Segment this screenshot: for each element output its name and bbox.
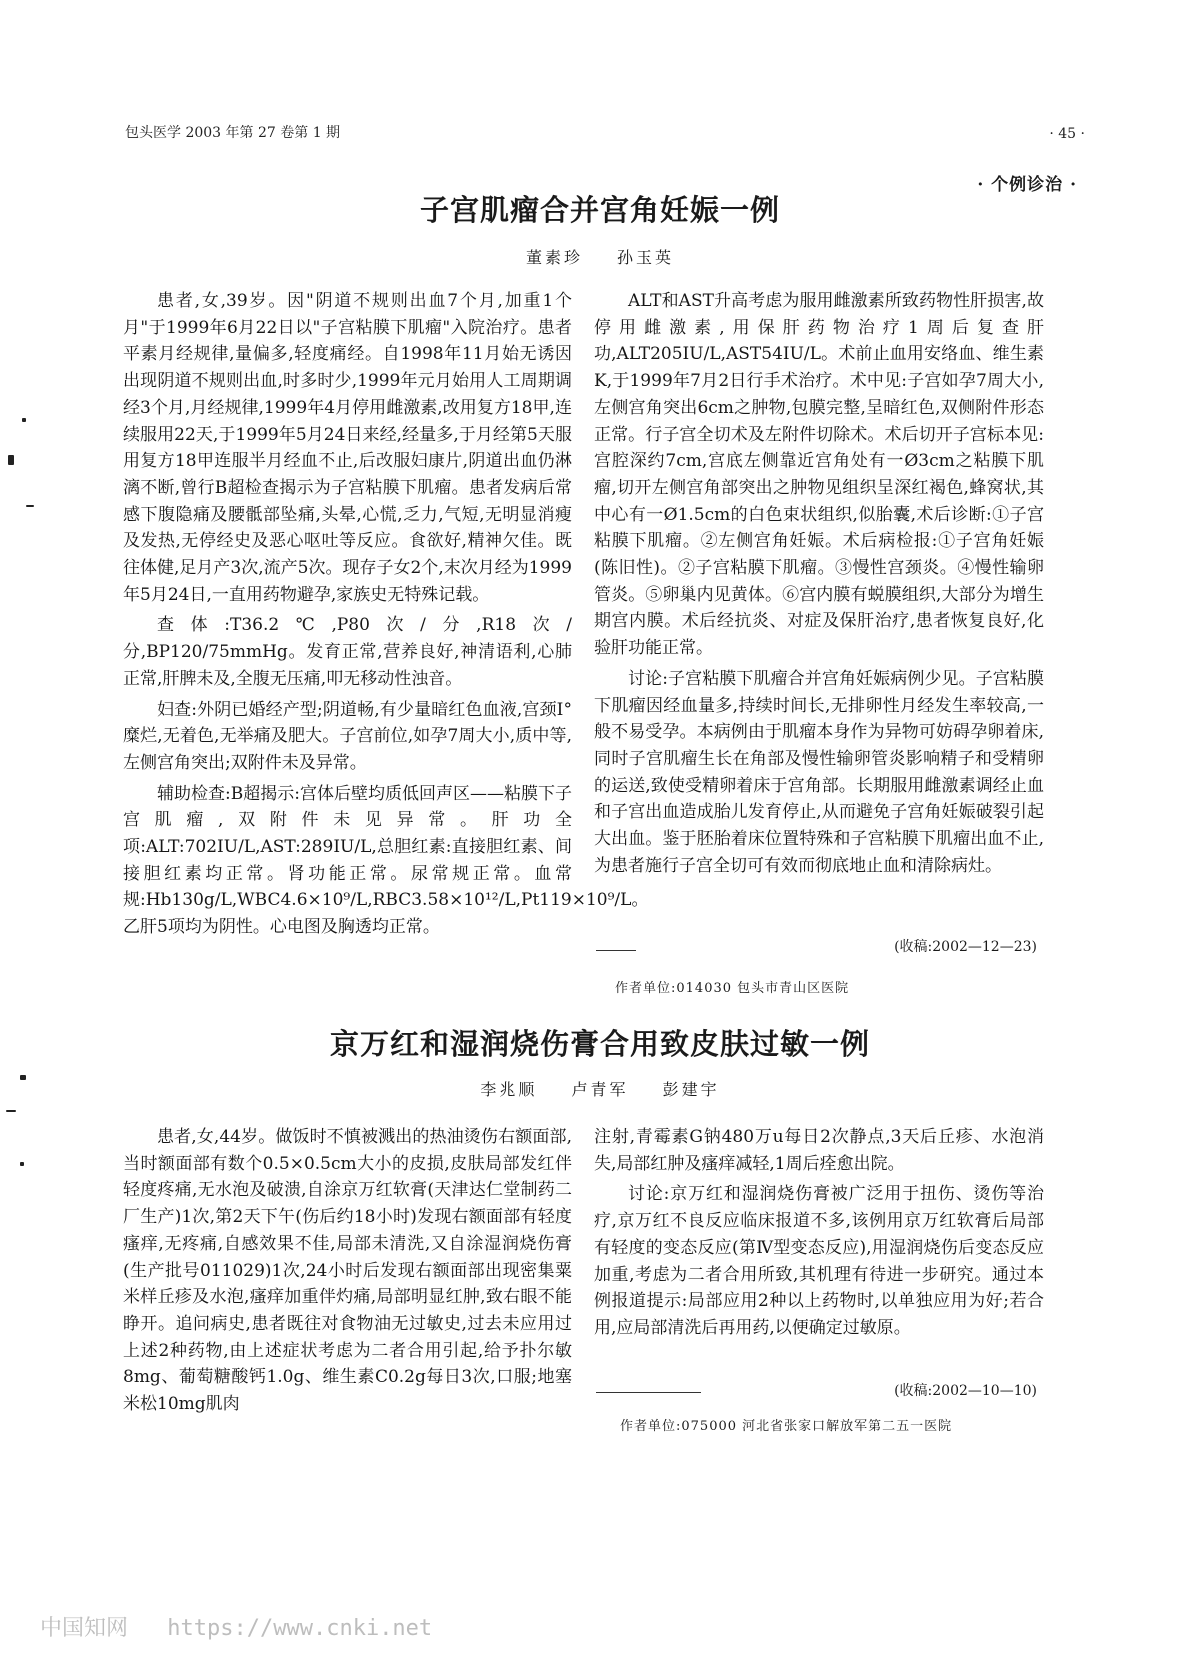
scan-speck [26,505,34,507]
section-label: · 个例诊治 · [977,175,1077,195]
scan-speck [20,1075,26,1080]
page-number: · 45 · [1049,126,1085,142]
article2-title: 京万红和湿润烧伤膏合用致皮肤过敏一例 [329,1027,870,1061]
article2-treatment-continued: 注射,青霉素G钠480万u每日2次静点,3天后丘疹、水泡消失,局部红肿及瘙痒减轻,1周后痊愈出院。 [594,1127,1044,1174]
article2-received-date: (收稿:2002—10—10) [894,1383,1037,1399]
cnki-watermark [40,1611,432,1642]
article2-authors: 李兆顺 卢青军 彭建宇 [480,1080,720,1099]
article1-authors: 董素珍 孙玉英 [525,248,675,267]
scan-speck [8,455,14,465]
article1-right-column [594,288,1044,883]
article1-footnote-rule [596,950,636,951]
article1-treatment: ALT和AST升高考虑为服用雌激素所致药物性肝损害,故停用雌激素,用保肝药物治疗1周后复查肝功,ALT205IU/L,AST54IU/L。术前止血用安络血、维生素K,于1999年7月2日行手术治疗。术中见:子宫如孕7周大小,左侧宫角突出6cm之肿物,包膜完整,呈暗红色,双侧附件形态正常。行子宫全切术及左附件切除术。术后切开子宫标本见:宫腔深约7cm,宫底左侧靠近宫角处有一Ø3cm之粘膜下肌瘤,切开左侧宫角部突出之肿物见组织呈深红褐色,蜂窝状,其中心有一Ø1.5cm的白色束状组织,似胎囊,术后诊断:①子宫粘膜下肌瘤。②左侧宫角妊娠。术后病检报:①子宫角妊娠(陈旧性)。②子宫粘膜下肌瘤。③慢性宫颈炎。④慢性输卵管炎。⑤卵巢内见黄体。⑥宫内膜有蜕膜组织,大部分为增生期宫内膜。术后经抗炎、对症及保肝治疗,患者恢复良好,化验肝功能正常。 [594,291,1044,659]
article1-physical-exam: 查体:T36.2℃,P80次/分,R18次/分,BP120/75mmHg。发育正常,营养良好,神清语利,心肺正常,肝脾未及,全腹无压痛,叩无移动性浊音。 [123,615,572,689]
scan-speck [6,1110,16,1112]
article1-left-column [123,288,649,945]
article2-left-column [123,1124,572,1422]
scan-speck [20,1162,24,1166]
journal-issue-line: 包头医学 2003 年第 27 卷第 1 期 [125,125,341,141]
scan-speck [22,418,26,422]
watermark-url: https://www.cnki.net [167,1616,433,1641]
article1-title: 子宫肌瘤合并宫角妊娠一例 [419,193,780,227]
article2-footnote-rule [596,1392,701,1393]
article1-received-date: (收稿:2002—12—23) [894,939,1037,955]
article1-discussion: 讨论:子宫粘膜下肌瘤合并宫角妊娠病例少见。子宫粘膜下肌瘤因经血量多,持续时间长,无排卵性月经发生率较高,一般不易受孕。本病例由于肌瘤本身作为异物可妨碍孕卵着床,同时子宫肌瘤生长在角部及慢性输卵管炎影响精子和受精卵的运送,致使受精卵着床于宫角部。长期服用雌激素调经止血和子宫出血造成胎儿发育停止,从而避免子宫角妊娠破裂引起大出血。鉴于胚胎着床位置特殊和子宫粘膜下肌瘤出血不止,为患者施行子宫全切可有效而彻底地止血和清除病灶。 [594,668,1044,876]
article1-affiliation: 作者单位:014030 包头市青山区医院 [615,981,850,996]
article2-case-history: 患者,女,44岁。做饭时不慎被溅出的热油烫伤右额面部,当时额面部有数个0.5×0.5cm大小的皮损,皮肤局部发红伴轻度疼痛,无水泡及破溃,自涂京万红软膏(天津达仁堂制药二厂生产)1次,第2天下午(伤后约18小时)发现右额面部有轻度瘙痒,无疼痛,自感效果不佳,局部未清洗,又自涂湿润烧伤膏(生产批号011029)1次,24小时后发现右额面部出现密集粟米样丘疹及水泡,瘙痒加重伴灼痛,局部明显红肿,致右眼不能睁开。追问病史,患者既往对食物油无过敏史,过去未应用过上述2种药物,由上述症状考虑为二者合用引起,给予扑尔敏8mg、葡萄糖酸钙1.0g、维生素C0.2g每日3次,口服;地塞米松10mg肌肉 [123,1127,572,1415]
article1-gyn-exam: 妇查:外阴已婚经产型;阴道畅,有少量暗红色血液,宫颈Ⅰ°糜烂,无着色,无举痛及肥大。子宫前位,如孕7周大小,质中等,左侧宫角突出;双附件未及异常。 [123,699,572,773]
article1-aux-exam: 辅助检查:B超揭示:宫体后壁均质低回声区——粘膜下子宫肌瘤,双附件未见异常。肝功全项:ALT:702IU/L,AST:289IU/L,总胆红素:直接胆红素、间接胆红素均正常。肾功能正常。尿常规正常。血常规:Hb130g/L,WBC4.6×10⁹/L,RBC3.58×10¹²/L,Pt119×10⁹/L。乙肝5项均为阴性。心电图及胸透均正常。 [123,783,649,938]
article2-right-column [594,1124,1044,1346]
article1-case-history: 患者,女,39岁。因"阴道不规则出血7个月,加重1个月"于1999年6月22日以"子宫粘膜下肌瘤"入院治疗。患者平素月经规律,量偏多,轻度痛经。自1998年11月始无诱因出现阴道不规则出血,时多时少,1999年元月始用人工周期调经3个月,月经规律,1999年4月停用雌激素,改用复方18甲,连续服用22天,于1999年5月24日来经,经量多,于月经第5天服用复方18甲连服半月经血不止,后改服妇康片,阴道出血仍淋漓不断,曾行B超检查揭示为子宫粘膜下肌瘤。患者发病后常感下腹隐痛及腰骶部坠痛,头晕,心慌,乏力,气短,无明显消瘦及发热,无停经史及恶心呕吐等反应。食欲好,精神欠佳。既往体健,足月产3次,流产5次。现存子女2个,末次月经为1999年5月24日,一直用药物避孕,家族史无特殊记载。 [123,291,572,605]
watermark-site-name: 中国知网 [40,1616,129,1641]
article2-affiliation: 作者单位:075000 河北省张家口解放军第二五一医院 [620,1419,953,1434]
article2-discussion: 讨论:京万红和湿润烧伤膏被广泛用于扭伤、烫伤等治疗,京万红不良反应临床报道不多,该例用京万红软膏后局部有轻度的变态反应(第Ⅳ型变态反应),用湿润烧伤后变态反应加重,考虑为二者合用所致,其机理有待进一步研究。通过本例报道提示:局部应用2种以上药物时,以单独应用为好;若合用,应局部清洗后再用药,以便确定过敏原。 [594,1184,1044,1338]
